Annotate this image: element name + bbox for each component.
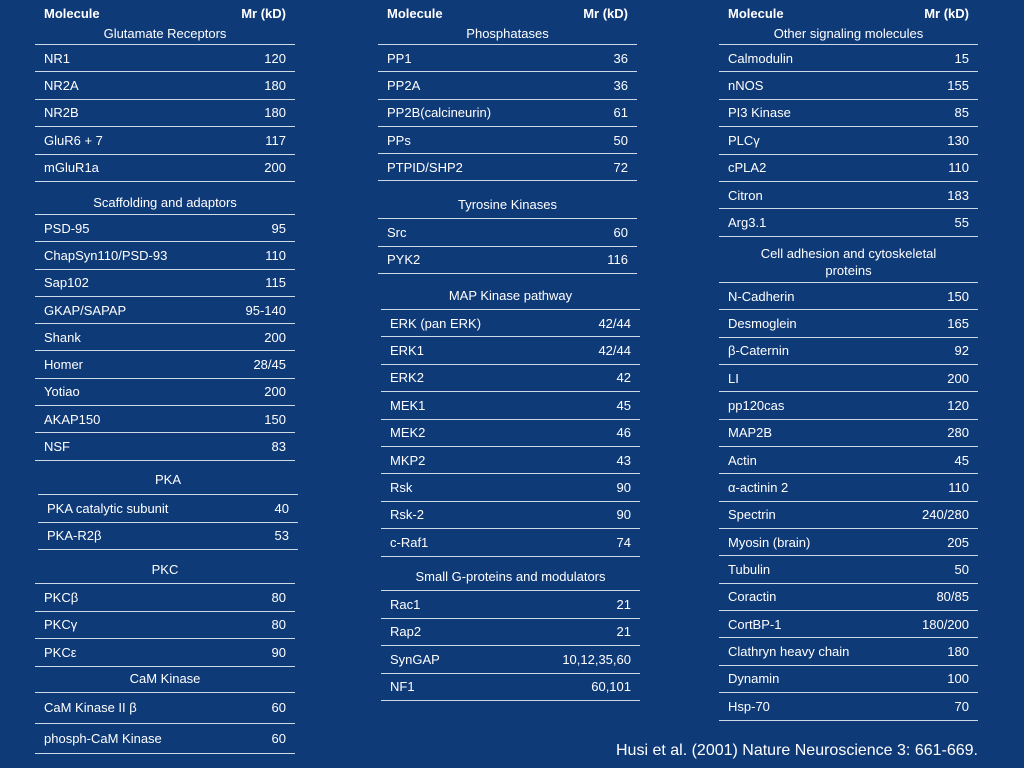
table-row: [381, 392, 640, 419]
molecule-name: PI3 Kinase: [728, 105, 791, 121]
table-row: [35, 155, 295, 182]
molecular-weight: 200: [947, 370, 969, 386]
molecular-weight: 80: [271, 617, 286, 633]
table-row: [381, 474, 640, 501]
molecule-name: Actin: [728, 452, 757, 468]
table-row: [719, 502, 978, 529]
table-row: [719, 72, 978, 99]
table-row: [35, 639, 295, 667]
group-title: MAP Kinase pathway: [381, 281, 640, 310]
table-row: [35, 215, 295, 242]
table-row: [381, 447, 640, 474]
table-row: [381, 619, 640, 647]
molecule-name: PYK2: [387, 252, 421, 268]
molecular-weight: 15: [954, 50, 969, 66]
molecular-weight: 42: [616, 370, 631, 386]
molecular-weight: 61: [613, 105, 628, 121]
table-row: [35, 127, 295, 154]
table-row: [719, 338, 978, 365]
table-row: [35, 406, 295, 433]
group-cam-kinase: [35, 665, 295, 754]
molecule-name: ChapSyn110/PSD-93: [44, 247, 168, 263]
molecule-name: Calmodulin: [728, 50, 794, 66]
molecule-name: NR2A: [44, 78, 79, 94]
group-pka: [38, 465, 298, 550]
molecular-weight: 120: [947, 398, 969, 414]
molecular-weight: 95-140: [245, 302, 286, 318]
molecular-weight: 200: [264, 329, 286, 345]
table-row: [719, 155, 978, 182]
table-row: [378, 45, 637, 72]
molecule-name: β-Caternin: [728, 343, 789, 359]
molecular-weight: 155: [947, 78, 969, 94]
column-3: [719, 0, 978, 714]
molecule-name: Dynamin: [728, 671, 780, 687]
molecule-name: Hsp-70: [728, 698, 770, 714]
group-small-g-proteins-and-modulators: [381, 563, 640, 701]
group-scaffolding-and-adaptors: [35, 190, 295, 461]
molecule-name: Citron: [728, 187, 763, 203]
molecular-weight: 110: [948, 160, 969, 176]
column-header: [378, 0, 637, 23]
molecular-weight: 60: [613, 224, 628, 240]
table-row: [378, 127, 637, 154]
molecular-weight: 180: [264, 105, 286, 121]
molecular-weight: 21: [616, 624, 631, 640]
molecular-weight: 116: [607, 252, 628, 268]
molecular-weight: 80: [271, 589, 286, 605]
table-row: [35, 72, 295, 99]
molecular-weight: 165: [947, 316, 969, 332]
table-row: [381, 646, 640, 674]
table-row: [719, 447, 978, 474]
molecule-name: PP1: [387, 50, 412, 66]
molecular-weight: 150: [947, 288, 969, 304]
table-row: [38, 495, 298, 523]
table-row: [719, 611, 978, 638]
table-row: [381, 365, 640, 392]
molecular-weight: 42/44: [598, 343, 631, 359]
table-row: [378, 154, 637, 181]
table-row: [378, 72, 637, 99]
molecule-name: PKA-R2β: [47, 528, 102, 544]
molecule-name: nNOS: [728, 78, 764, 94]
table-row: [719, 529, 978, 556]
table-row: [35, 724, 295, 755]
group-title: Phosphatases: [378, 22, 637, 45]
citation: Husi et al. (2001) Nature Neuroscience 3: 661-669.: [616, 742, 978, 759]
table-row: [381, 310, 640, 337]
molecule-name: MEK1: [390, 397, 426, 413]
column-1: [35, 0, 295, 746]
molecular-weight: 180/200: [922, 616, 969, 632]
group-tyrosine-kinases: [378, 191, 637, 274]
table-row: [719, 45, 978, 72]
table-row: [381, 529, 640, 556]
molecule-name: LI: [728, 370, 739, 386]
table-row: [35, 324, 295, 351]
molecular-weight: 110: [948, 480, 969, 496]
molecule-name: N-Cadherin: [728, 288, 795, 304]
table-row: [35, 242, 295, 269]
molecular-weight: 53: [274, 528, 289, 544]
molecular-weight: 205: [947, 534, 969, 550]
group-pkc: [35, 556, 295, 667]
group-map-kinase-pathway: [381, 281, 640, 557]
molecule-name: PKCγ: [44, 617, 78, 633]
molecular-weight: 60: [271, 730, 286, 746]
molecule-name: Rsk-2: [390, 507, 424, 523]
group-title: Cell adhesion and cytoskeletal proteins: [719, 242, 978, 283]
molecule-name: ERK (pan ERK): [390, 315, 482, 331]
group-title: Other signaling molecules: [719, 22, 978, 45]
molecule-name: Spectrin: [728, 507, 776, 523]
molecule-name: SynGAP: [390, 651, 440, 667]
molecule-name: PP2B(calcineurin): [387, 105, 492, 121]
header-molecule: Molecule: [387, 6, 443, 21]
molecule-name: MKP2: [390, 452, 426, 468]
table-row: [719, 638, 978, 665]
table-row: [378, 219, 637, 247]
molecular-weight: 90: [616, 480, 631, 496]
group-glutamate-receptors: [35, 22, 295, 182]
table-row: [35, 45, 295, 72]
molecular-weight: 36: [613, 50, 628, 66]
molecule-name: NSF: [44, 439, 70, 455]
table-row: [719, 556, 978, 583]
molecular-weight: 115: [265, 275, 286, 291]
molecule-name: CortBP-1: [728, 616, 782, 632]
molecular-weight: 43: [616, 452, 631, 468]
molecular-weight: 46: [616, 425, 631, 441]
molecular-weight: 180: [947, 644, 969, 660]
header-molecule: Molecule: [728, 6, 784, 21]
molecular-weight: 150: [264, 411, 286, 427]
molecular-weight: 85: [954, 105, 969, 121]
table-row: [719, 420, 978, 447]
table-row: [35, 584, 295, 612]
molecular-weight: 60,101: [591, 679, 631, 695]
group-other-signaling-molecules: [719, 22, 978, 237]
group-title: Scaffolding and adaptors: [35, 190, 295, 215]
molecule-name: Rsk: [390, 480, 413, 496]
table-row: [35, 612, 295, 640]
molecular-weight: 70: [954, 698, 969, 714]
molecule-name: Clathryn heavy chain: [728, 644, 850, 660]
molecular-weight: 60: [271, 700, 286, 716]
molecular-weight: 21: [616, 596, 631, 612]
molecule-name: mGluR1a: [44, 160, 99, 176]
group-title: CaM Kinase: [35, 665, 295, 693]
molecular-weight: 200: [264, 160, 286, 176]
molecular-weight: 83: [271, 439, 286, 455]
molecular-weight: 110: [265, 247, 286, 263]
molecule-name: Yotiao: [44, 384, 80, 400]
table-row: [38, 523, 298, 551]
molecule-name: phosph-CaM Kinase: [44, 730, 162, 746]
molecule-name: Rac1: [390, 596, 421, 612]
molecule-name: AKAP150: [44, 411, 101, 427]
molecular-weight: 45: [954, 452, 969, 468]
header-mr: Mr (kD): [241, 6, 286, 21]
table-row: [719, 693, 978, 720]
group-title: Glutamate Receptors: [35, 22, 295, 45]
molecular-weight: 55: [954, 215, 969, 231]
molecular-weight: 90: [616, 507, 631, 523]
table-row: [35, 379, 295, 406]
molecule-name: MAP2B: [728, 425, 773, 441]
molecular-weight: 200: [264, 384, 286, 400]
molecular-weight: 72: [613, 159, 628, 175]
molecule-name: GluR6 + 7: [44, 132, 103, 148]
molecule-name: PTPID/SHP2: [387, 159, 463, 175]
table-row: [719, 310, 978, 337]
molecule-name: Src: [387, 224, 407, 240]
column-header: [719, 0, 978, 23]
molecule-name: Desmoglein: [728, 316, 797, 332]
group-cell-adhesion-and-cytoskeletal-proteins: [719, 242, 978, 721]
group-title: Tyrosine Kinases: [378, 191, 637, 219]
group-title: PKC: [35, 556, 295, 584]
molecule-name: Shank: [44, 329, 81, 345]
molecular-weight: 74: [616, 534, 631, 550]
molecular-weight: 183: [947, 187, 969, 203]
group-phosphatases: [378, 22, 637, 181]
molecular-weight: 42/44: [598, 315, 631, 331]
column-header: [35, 0, 295, 23]
molecule-name: NR1: [44, 50, 71, 66]
group-title: PKA: [38, 465, 298, 495]
molecular-weight: 36: [613, 77, 628, 93]
column-2: [378, 0, 637, 695]
molecule-name: PKA catalytic subunit: [47, 500, 169, 516]
molecule-name: GKAP/SAPAP: [44, 302, 127, 318]
molecule-name: Tubulin: [728, 562, 771, 578]
table-row: [719, 474, 978, 501]
molecule-name: PP2A: [387, 77, 421, 93]
molecular-weight: 90: [271, 644, 286, 660]
table-row: [381, 420, 640, 447]
table-row: [35, 270, 295, 297]
molecular-weight: 10,12,35,60: [562, 651, 631, 667]
molecular-weight: 240/280: [922, 507, 969, 523]
molecular-weight: 28/45: [253, 357, 286, 373]
molecule-name: ERK2: [390, 370, 424, 386]
table-row: [35, 433, 295, 460]
table-row: [381, 502, 640, 529]
table-row: [719, 283, 978, 310]
table-row: [719, 182, 978, 209]
molecule-name: PKCε: [44, 644, 77, 660]
header-molecule: Molecule: [44, 6, 100, 21]
header-mr: Mr (kD): [924, 6, 969, 21]
table-row: [719, 209, 978, 236]
molecule-name: Rap2: [390, 624, 422, 640]
table-row: [378, 100, 637, 127]
molecular-weight: 130: [947, 132, 969, 148]
molecule-name: Homer: [44, 357, 84, 373]
molecule-name: Coractin: [728, 589, 777, 605]
molecule-name: MEK2: [390, 425, 426, 441]
molecular-weight: 50: [613, 132, 628, 148]
table-row: [381, 591, 640, 619]
molecule-name: NR2B: [44, 105, 79, 121]
molecular-weight: 100: [947, 671, 969, 687]
molecule-name: CaM Kinase II β: [44, 700, 137, 716]
molecule-name: Arg3.1: [728, 215, 767, 231]
molecule-name: ERK1: [390, 343, 424, 359]
molecular-weight: 280: [947, 425, 969, 441]
molecule-name: PLCγ: [728, 132, 760, 148]
molecule-name: Myosin (brain): [728, 534, 811, 550]
molecule-name: pp120cas: [728, 398, 785, 414]
molecule-name: PKCβ: [44, 589, 79, 605]
table-row: [719, 584, 978, 611]
table-row: [719, 365, 978, 392]
table-row: [35, 100, 295, 127]
molecular-weight: 120: [264, 50, 286, 66]
molecule-name: cPLA2: [728, 160, 767, 176]
group-title: Small G-proteins and modulators: [381, 563, 640, 591]
molecule-name: c-Raf1: [390, 534, 429, 550]
molecular-weight: 117: [265, 132, 286, 148]
molecular-weight: 95: [271, 220, 286, 236]
table-row: [719, 666, 978, 693]
molecular-weight: 180: [264, 78, 286, 94]
molecule-name: PPs: [387, 132, 411, 148]
molecular-weight: 92: [954, 343, 969, 359]
table-row: [381, 337, 640, 364]
table-row: [719, 127, 978, 154]
molecule-name: NF1: [390, 679, 415, 695]
table-row: [719, 392, 978, 419]
table-row: [381, 674, 640, 702]
molecule-name: α-actinin 2: [728, 480, 789, 496]
molecular-weight: 80/85: [936, 589, 969, 605]
molecular-weight: 45: [616, 397, 631, 413]
table-row: [35, 297, 295, 324]
molecule-name: PSD-95: [44, 220, 90, 236]
table-row: [719, 100, 978, 127]
molecular-weight: 40: [274, 500, 289, 516]
table-row: [378, 247, 637, 275]
molecular-weight: 50: [954, 562, 969, 578]
table-row: [35, 351, 295, 378]
header-mr: Mr (kD): [583, 6, 628, 21]
table-row: [35, 693, 295, 724]
molecule-name: Sap102: [44, 275, 89, 291]
